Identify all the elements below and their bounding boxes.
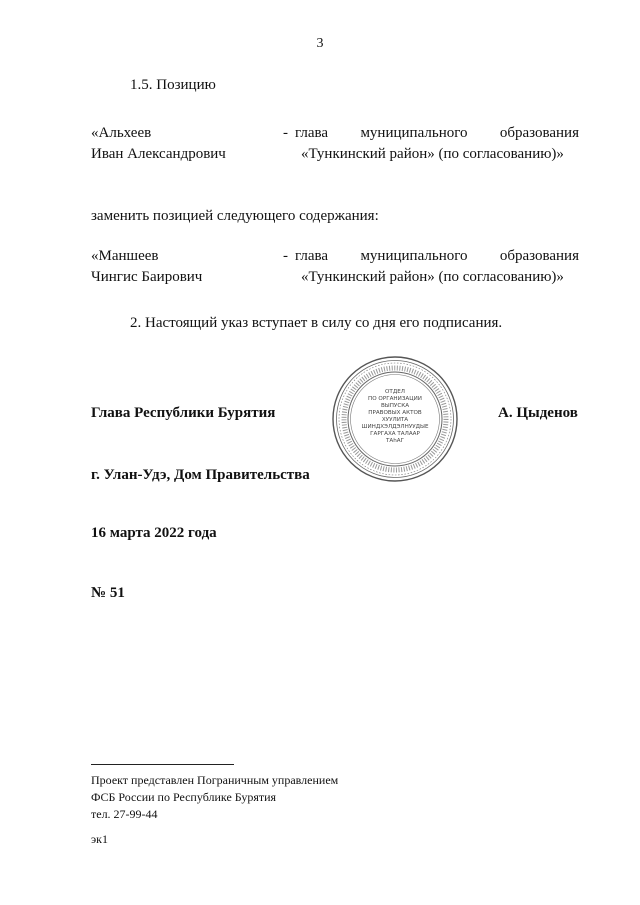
seal-line-6: ШИНДХЭЛДЭЛНУУДЫЕ bbox=[361, 424, 429, 430]
replace-text: заменить позицией следующего содержания: bbox=[91, 208, 379, 224]
new-position-name-line2: Чингис Баирович bbox=[91, 269, 203, 285]
seal-line-1: ОТДЕЛ bbox=[385, 389, 405, 395]
seal-line-4: ПРАВОВЫХ АКТОВ bbox=[368, 410, 422, 416]
new-position-desc-line1: глава муниципального образования bbox=[295, 248, 579, 264]
seal-line-2: ПО ОРГАНИЗАЦИИ bbox=[368, 396, 422, 402]
item-1-5: 1.5. Позицию bbox=[130, 77, 216, 93]
footnote-line-3: тел. 27-99-44 bbox=[91, 807, 158, 821]
seal-line-8: ТАһАГ bbox=[385, 438, 405, 444]
footnote-divider bbox=[91, 764, 234, 765]
decree-number: № 51 bbox=[91, 585, 125, 601]
old-position-dash: - bbox=[283, 125, 288, 141]
date: 16 марта 2022 года bbox=[91, 525, 217, 541]
new-position-dash: - bbox=[283, 248, 288, 264]
item-2: 2. Настоящий указ вступает в силу со дня его подписания. bbox=[130, 315, 503, 331]
footnote-line-2: ФСБ России по Республике Бурятия bbox=[91, 790, 277, 804]
old-position-name-line2: Иван Александрович bbox=[91, 146, 226, 162]
place: г. Улан-Удэ, Дом Правительства bbox=[91, 467, 310, 483]
official-seal-graphic bbox=[331, 355, 459, 483]
page-number: 3 bbox=[316, 36, 324, 51]
new-position-name-line1: «Маншеев bbox=[91, 248, 159, 264]
footnote-code: эк1 bbox=[91, 832, 108, 846]
seal-line-5: ХУУЛИТА bbox=[381, 417, 409, 423]
seal-line-3: ВЫПУСКА bbox=[380, 403, 410, 409]
old-position-desc-line1: глава муниципального образования bbox=[295, 125, 579, 141]
signature-name: А. Цыденов bbox=[498, 405, 578, 421]
footnote-line-1: Проект представлен Пограничным управлением bbox=[91, 773, 339, 787]
official-seal bbox=[331, 355, 459, 483]
new-position-desc-line2: «Тункинский район» (по согласованию)» bbox=[301, 269, 564, 285]
seal-line-7: ГАРГАХА ТАЛААР bbox=[370, 431, 420, 437]
signature-title: Глава Республики Бурятия bbox=[91, 405, 276, 421]
old-position-desc-line2: «Тункинский район» (по согласованию)» bbox=[301, 146, 564, 162]
old-position-name-line1: «Альхеев bbox=[91, 125, 152, 141]
